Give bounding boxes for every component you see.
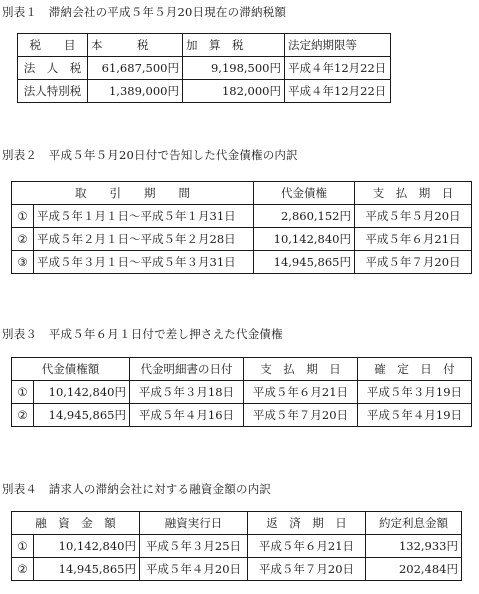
row-number: ②	[12, 558, 34, 581]
cell-certified-date: 平成５年４月19日	[358, 404, 472, 427]
header-loan-execution-date: 融資実行日	[140, 512, 248, 535]
header-statutory-deadline: 法定納期限等	[285, 34, 391, 57]
loan-amounts-table	[11, 511, 462, 581]
cell-receivable-amount: 10,142,840円	[34, 381, 130, 404]
cell-additional-tax: 9,198,500円	[183, 57, 285, 80]
cell-receivable-amount: 14,945,865円	[254, 251, 355, 274]
row-number: ②	[12, 404, 34, 427]
cell-certified-date: 平成５年３月19日	[358, 381, 472, 404]
table-row	[12, 381, 472, 404]
cell-additional-tax: 182,000円	[183, 80, 285, 103]
table-header-row	[18, 34, 391, 57]
cell-transaction-period: 平成５年１月１日〜平成５年１月31日	[34, 205, 254, 228]
cell-payment-date: 平成５年７月20日	[355, 251, 472, 274]
header-payment-date: 支 払 期 日	[244, 358, 358, 381]
cell-statement-date: 平成５年４月16日	[130, 404, 244, 427]
cell-interest-amount: 202,484円	[366, 558, 462, 581]
seized-receivables-table	[11, 357, 472, 427]
table-row	[12, 251, 472, 274]
header-tax-item: 税 目	[18, 34, 88, 57]
header-principal-tax: 本 税	[88, 34, 183, 57]
cell-receivable-amount: 14,945,865円	[34, 404, 130, 427]
table-header-row	[12, 512, 462, 535]
table2-caption: 別表２ 平成５年５月20日付で告知した代金債権の内訳	[2, 148, 298, 162]
cell-tax-item: 法人特別税	[18, 80, 88, 103]
header-receivable-amount: 代金債権	[254, 182, 355, 205]
table-header-row	[12, 182, 472, 205]
header-repayment-date: 返 済 期 日	[248, 512, 366, 535]
cell-loan-amount: 14,945,865円	[34, 558, 140, 581]
table4-caption: 別表４ 請求人の滞納会社に対する融資金額の内訳	[2, 482, 272, 496]
table-header-row	[12, 358, 472, 381]
table1-caption: 別表１ 滞納会社の平成５年５月20日現在の滞納税額	[2, 5, 287, 19]
table-row	[12, 535, 462, 558]
cell-payment-date: 平成５年６月21日	[244, 381, 358, 404]
cell-payment-date: 平成５年５月20日	[355, 205, 472, 228]
cell-transaction-period: 平成５年２月１日〜平成５年２月28日	[34, 228, 254, 251]
cell-execution-date: 平成５年３月25日	[140, 535, 248, 558]
cell-execution-date: 平成５年４月20日	[140, 558, 248, 581]
cell-receivable-amount: 2,860,152円	[254, 205, 355, 228]
cell-transaction-period: 平成５年３月１日〜平成５年３月31日	[34, 251, 254, 274]
row-number: ①	[12, 381, 34, 404]
header-additional-tax: 加 算 税	[183, 34, 285, 57]
header-receivable-amount: 代金債権額	[12, 358, 130, 381]
cell-payment-date: 平成５年７月20日	[244, 404, 358, 427]
cell-statement-date: 平成５年３月18日	[130, 381, 244, 404]
header-certified-date: 確 定 日 付	[358, 358, 472, 381]
header-interest-amount: 約定利息金額	[366, 512, 462, 535]
header-loan-amount: 融 資 金 額	[12, 512, 140, 535]
cell-deadline: 平成４年12月22日	[285, 80, 391, 103]
cell-repayment-date: 平成５年７月20日	[248, 558, 366, 581]
cell-tax-item: 法 人 税	[18, 57, 88, 80]
header-statement-date: 代金明細書の日付	[130, 358, 244, 381]
table3-caption: 別表３ 平成５年６月１日付で差し押さえた代金債権	[2, 327, 283, 341]
tax-arrears-table	[17, 33, 391, 103]
row-number: ①	[12, 535, 34, 558]
cell-principal-tax: 1,389,000円	[88, 80, 183, 103]
row-number: ③	[12, 251, 34, 274]
cell-interest-amount: 132,933円	[366, 535, 462, 558]
cell-receivable-amount: 10,142,840円	[254, 228, 355, 251]
header-transaction-period: 取 引 期 間	[12, 182, 254, 205]
cell-principal-tax: 61,687,500円	[88, 57, 183, 80]
cell-deadline: 平成４年12月22日	[285, 57, 391, 80]
cell-loan-amount: 10,142,840円	[34, 535, 140, 558]
table-row	[18, 57, 391, 80]
table-row	[12, 404, 472, 427]
table-row	[12, 205, 472, 228]
cell-payment-date: 平成５年６月21日	[355, 228, 472, 251]
row-number: ②	[12, 228, 34, 251]
table-row	[18, 80, 391, 103]
notified-receivables-table	[11, 181, 472, 274]
row-number: ①	[12, 205, 34, 228]
header-payment-date: 支 払 期 日	[355, 182, 472, 205]
cell-repayment-date: 平成５年６月21日	[248, 535, 366, 558]
table-row	[12, 558, 462, 581]
table-row	[12, 228, 472, 251]
